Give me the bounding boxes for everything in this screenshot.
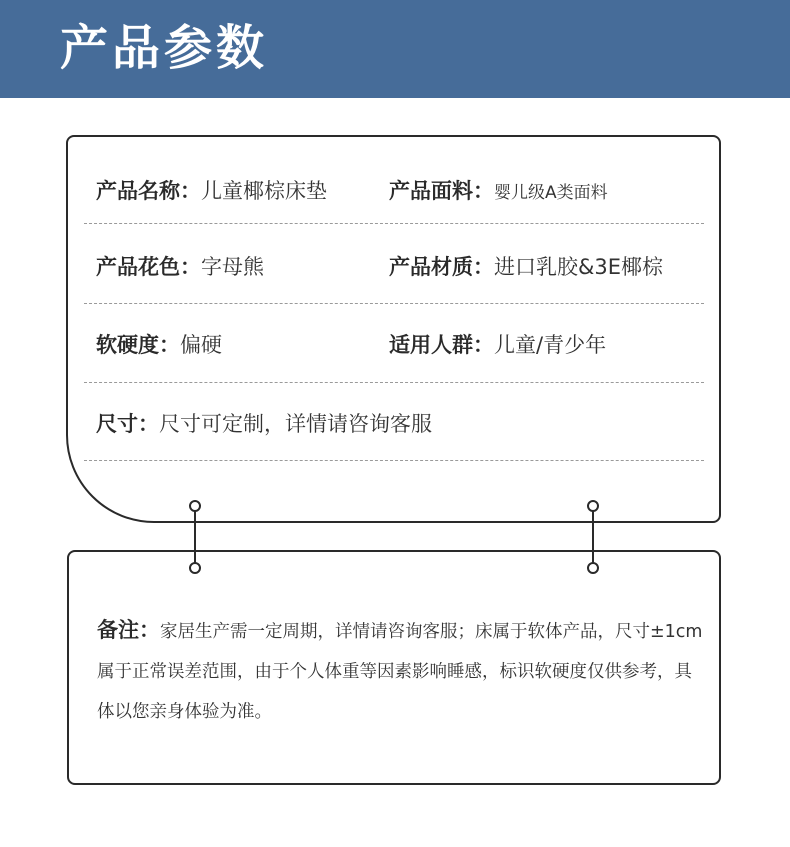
spec-item-color	[96, 247, 264, 287]
spec-value-fabric: 婴儿级A类面料	[494, 183, 608, 203]
spec-value-name: 儿童椰棕床垫	[201, 179, 327, 203]
spec-label-material: 产品材质：	[389, 255, 494, 279]
header-banner	[0, 0, 790, 98]
spec-value-material: 进口乳胶&3E椰棕	[494, 255, 664, 279]
spec-row-2	[96, 247, 708, 287]
spec-value-size: 尺寸可定制，详情请咨询客服	[159, 412, 432, 436]
spec-row-3	[96, 325, 708, 365]
spec-label-name: 产品名称：	[96, 179, 201, 203]
spec-value-color: 字母熊	[201, 255, 264, 279]
divider	[84, 382, 704, 383]
divider	[84, 223, 704, 224]
spec-item-size	[96, 404, 432, 444]
spec-label-audience: 适用人群：	[389, 333, 494, 357]
spec-item-material	[389, 247, 663, 287]
divider	[84, 303, 704, 304]
page-title: 产品参数	[60, 20, 269, 76]
spec-value-hardness: 偏硬	[180, 333, 222, 357]
spec-label-size: 尺寸：	[96, 412, 159, 436]
spec-label-hardness: 软硬度：	[96, 333, 180, 357]
ring-icon	[189, 500, 201, 512]
spec-item-audience	[389, 325, 606, 365]
spec-label-fabric: 产品面料：	[389, 179, 494, 203]
spec-value-audience: 儿童/青少年	[494, 333, 607, 357]
spec-row-4	[96, 404, 708, 444]
spec-label-color: 产品花色：	[96, 255, 201, 279]
spec-card	[66, 135, 721, 523]
spec-row-1	[96, 171, 708, 211]
spec-item-fabric	[389, 171, 608, 213]
divider	[84, 460, 704, 461]
note-card	[67, 550, 721, 785]
ring-icon	[587, 500, 599, 512]
note-body: 家居生产需一定周期，详情请咨询客服；床属于软体产品，尺寸±1cm属于正常误差范围，由于个人体重等因素影响睡感，标识软硬度仅供参考，具体以您亲身体验为准。	[97, 622, 703, 722]
note-label: 备注：	[97, 618, 160, 642]
spec-item-name	[96, 171, 327, 211]
spec-item-hardness	[96, 325, 222, 365]
note-text	[97, 610, 707, 732]
